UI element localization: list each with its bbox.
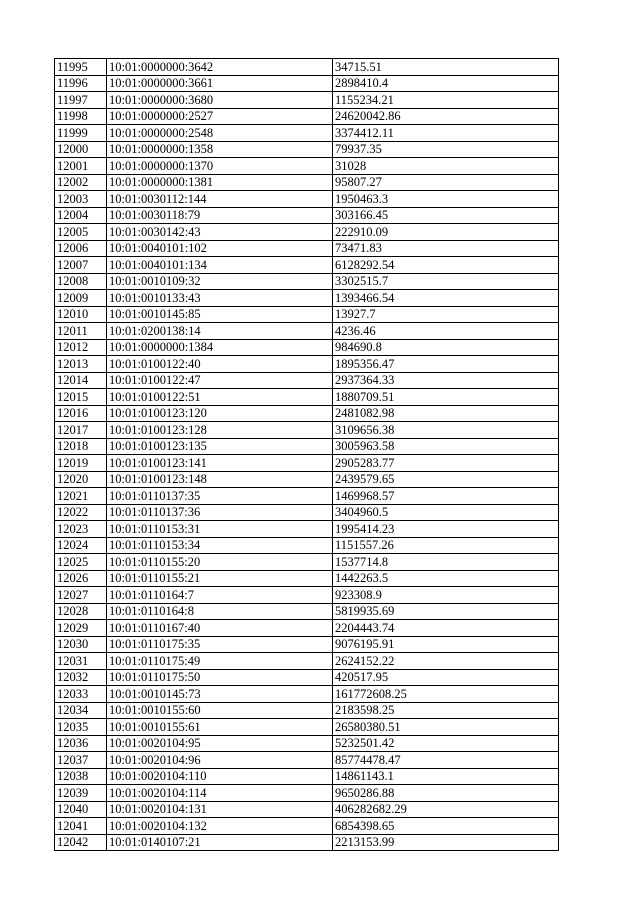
value-cell: 79937.35 [333, 141, 559, 158]
row-number-cell: 12023 [55, 521, 107, 538]
row-number-cell: 12031 [55, 653, 107, 670]
row-number-cell: 12029 [55, 620, 107, 637]
cadastral-number-cell: 10:01:0000000:3642 [107, 59, 333, 76]
value-cell: 1469968.57 [333, 488, 559, 505]
row-number-cell: 12032 [55, 669, 107, 686]
value-cell: 420517.95 [333, 669, 559, 686]
cadastral-number-cell: 10:01:0110175:50 [107, 669, 333, 686]
table-row [55, 818, 559, 835]
table-row [55, 669, 559, 686]
table-row [55, 438, 559, 455]
table-row [55, 587, 559, 604]
table-row [55, 785, 559, 802]
value-cell: 6128292.54 [333, 257, 559, 274]
value-cell: 1393466.54 [333, 290, 559, 307]
row-number-cell: 12036 [55, 735, 107, 752]
row-number-cell: 11997 [55, 92, 107, 109]
cadastral-number-cell: 10:01:0010145:73 [107, 686, 333, 703]
value-cell: 9650286.88 [333, 785, 559, 802]
row-number-cell: 12000 [55, 141, 107, 158]
value-cell: 9076195.91 [333, 636, 559, 653]
table-row [55, 735, 559, 752]
table-row [55, 306, 559, 323]
row-number-cell: 12033 [55, 686, 107, 703]
cadastral-number-cell: 10:01:0020104:95 [107, 735, 333, 752]
value-cell: 3404960.5 [333, 504, 559, 521]
cadastral-number-cell: 10:01:0000000:1370 [107, 158, 333, 175]
cadastral-number-cell: 10:01:0140107:21 [107, 834, 333, 851]
row-number-cell: 12014 [55, 372, 107, 389]
table-row [55, 422, 559, 439]
cadastral-number-cell: 10:01:0000000:3680 [107, 92, 333, 109]
cadastral-number-cell: 10:01:0100123:135 [107, 438, 333, 455]
cadastral-number-cell: 10:01:0030112:144 [107, 191, 333, 208]
value-cell: 26580380.51 [333, 719, 559, 736]
cadastral-number-cell: 10:01:0100123:148 [107, 471, 333, 488]
row-number-cell: 12019 [55, 455, 107, 472]
value-cell: 34715.51 [333, 59, 559, 76]
value-cell: 31028 [333, 158, 559, 175]
value-cell: 6854398.65 [333, 818, 559, 835]
row-number-cell: 12010 [55, 306, 107, 323]
table-row [55, 323, 559, 340]
row-number-cell: 12027 [55, 587, 107, 604]
row-number-cell: 12003 [55, 191, 107, 208]
table-row [55, 620, 559, 637]
cadastral-number-cell: 10:01:0030142:43 [107, 224, 333, 241]
cadastral-number-cell: 10:01:0100123:128 [107, 422, 333, 439]
cadastral-number-cell: 10:01:0110155:20 [107, 554, 333, 571]
cadastral-number-cell: 10:01:0000000:3661 [107, 75, 333, 92]
cadastral-value-table [54, 58, 559, 851]
value-cell: 1151557.26 [333, 537, 559, 554]
cadastral-number-cell: 10:01:0020104:132 [107, 818, 333, 835]
cadastral-number-cell: 10:01:0110164:8 [107, 603, 333, 620]
cadastral-number-cell: 10:01:0000000:1381 [107, 174, 333, 191]
cadastral-number-cell: 10:01:0020104:114 [107, 785, 333, 802]
value-cell: 3109656.38 [333, 422, 559, 439]
value-cell: 1880709.51 [333, 389, 559, 406]
row-number-cell: 11995 [55, 59, 107, 76]
table-row [55, 224, 559, 241]
table-row [55, 471, 559, 488]
value-cell: 3005963.58 [333, 438, 559, 455]
row-number-cell: 12013 [55, 356, 107, 373]
cadastral-number-cell: 10:01:0010109:32 [107, 273, 333, 290]
row-number-cell: 12012 [55, 339, 107, 356]
cadastral-number-cell: 10:01:0020104:96 [107, 752, 333, 769]
cadastral-number-cell: 10:01:0110167:40 [107, 620, 333, 637]
table-row [55, 191, 559, 208]
table-row [55, 158, 559, 175]
table-row [55, 372, 559, 389]
table-row [55, 273, 559, 290]
cadastral-number-cell: 10:01:0100123:120 [107, 405, 333, 422]
row-number-cell: 12001 [55, 158, 107, 175]
cadastral-number-cell: 10:01:0200138:14 [107, 323, 333, 340]
table-row [55, 125, 559, 142]
value-cell: 923308.9 [333, 587, 559, 604]
table-row [55, 108, 559, 125]
value-cell: 161772608.25 [333, 686, 559, 703]
value-cell: 222910.09 [333, 224, 559, 241]
row-number-cell: 12038 [55, 768, 107, 785]
row-number-cell: 12002 [55, 174, 107, 191]
cadastral-number-cell: 10:01:0030118:79 [107, 207, 333, 224]
cadastral-number-cell: 10:01:0110153:31 [107, 521, 333, 538]
table-row [55, 207, 559, 224]
cadastral-number-cell: 10:01:0040101:134 [107, 257, 333, 274]
cadastral-number-cell: 10:01:0020104:110 [107, 768, 333, 785]
table-row [55, 455, 559, 472]
row-number-cell: 12005 [55, 224, 107, 241]
cadastral-number-cell: 10:01:0040101:102 [107, 240, 333, 257]
value-cell: 984690.8 [333, 339, 559, 356]
cadastral-number-cell: 10:01:0010155:61 [107, 719, 333, 736]
value-cell: 85774478.47 [333, 752, 559, 769]
value-cell: 1537714.8 [333, 554, 559, 571]
cadastral-number-cell: 10:01:0110175:49 [107, 653, 333, 670]
table-row [55, 570, 559, 587]
cadastral-number-cell: 10:01:0110164:7 [107, 587, 333, 604]
table-row [55, 554, 559, 571]
value-cell: 406282682.29 [333, 801, 559, 818]
table-body [55, 59, 559, 851]
row-number-cell: 11998 [55, 108, 107, 125]
cadastral-number-cell: 10:01:0110155:21 [107, 570, 333, 587]
row-number-cell: 12022 [55, 504, 107, 521]
table-row [55, 504, 559, 521]
row-number-cell: 12039 [55, 785, 107, 802]
row-number-cell: 12041 [55, 818, 107, 835]
row-number-cell: 12007 [55, 257, 107, 274]
row-number-cell: 12004 [55, 207, 107, 224]
value-cell: 4236.46 [333, 323, 559, 340]
cadastral-number-cell: 10:01:0010155:60 [107, 702, 333, 719]
table-row [55, 405, 559, 422]
value-cell: 2439579.65 [333, 471, 559, 488]
table-row [55, 290, 559, 307]
row-number-cell: 12025 [55, 554, 107, 571]
value-cell: 3302515.7 [333, 273, 559, 290]
table-row [55, 686, 559, 703]
table-row [55, 240, 559, 257]
cadastral-number-cell: 10:01:0010133:43 [107, 290, 333, 307]
table-row [55, 768, 559, 785]
value-cell: 2905283.77 [333, 455, 559, 472]
table-row [55, 834, 559, 851]
table-row [55, 752, 559, 769]
row-number-cell: 11999 [55, 125, 107, 142]
table-row [55, 356, 559, 373]
table-row [55, 537, 559, 554]
row-number-cell: 12006 [55, 240, 107, 257]
row-number-cell: 12015 [55, 389, 107, 406]
row-number-cell: 12020 [55, 471, 107, 488]
table-row [55, 75, 559, 92]
value-cell: 5232501.42 [333, 735, 559, 752]
cadastral-number-cell: 10:01:0110175:35 [107, 636, 333, 653]
table-row [55, 719, 559, 736]
value-cell: 1895356.47 [333, 356, 559, 373]
value-cell: 2898410.4 [333, 75, 559, 92]
table-row [55, 174, 559, 191]
table-row [55, 141, 559, 158]
cadastral-number-cell: 10:01:0110137:36 [107, 504, 333, 521]
cadastral-number-cell: 10:01:0000000:2548 [107, 125, 333, 142]
value-cell: 1950463.3 [333, 191, 559, 208]
row-number-cell: 12024 [55, 537, 107, 554]
value-cell: 13927.7 [333, 306, 559, 323]
row-number-cell: 12028 [55, 603, 107, 620]
table-row [55, 636, 559, 653]
value-cell: 303166.45 [333, 207, 559, 224]
value-cell: 3374412.11 [333, 125, 559, 142]
row-number-cell: 12042 [55, 834, 107, 851]
value-cell: 5819935.69 [333, 603, 559, 620]
row-number-cell: 12018 [55, 438, 107, 455]
cadastral-number-cell: 10:01:0110137:35 [107, 488, 333, 505]
value-cell: 2624152.22 [333, 653, 559, 670]
row-number-cell: 12011 [55, 323, 107, 340]
row-number-cell: 12030 [55, 636, 107, 653]
row-number-cell: 12016 [55, 405, 107, 422]
table-row [55, 92, 559, 109]
value-cell: 2213153.99 [333, 834, 559, 851]
value-cell: 2937364.33 [333, 372, 559, 389]
row-number-cell: 12026 [55, 570, 107, 587]
cadastral-number-cell: 10:01:0100122:51 [107, 389, 333, 406]
row-number-cell: 12017 [55, 422, 107, 439]
row-number-cell: 12037 [55, 752, 107, 769]
cadastral-number-cell: 10:01:0000000:1358 [107, 141, 333, 158]
table-row [55, 339, 559, 356]
row-number-cell: 12008 [55, 273, 107, 290]
value-cell: 2481082.98 [333, 405, 559, 422]
value-cell: 2183598.25 [333, 702, 559, 719]
table-row [55, 521, 559, 538]
table-row [55, 257, 559, 274]
value-cell: 24620042.86 [333, 108, 559, 125]
row-number-cell: 12034 [55, 702, 107, 719]
row-number-cell: 12040 [55, 801, 107, 818]
table-row [55, 59, 559, 76]
table-row [55, 603, 559, 620]
cadastral-number-cell: 10:01:0100122:47 [107, 372, 333, 389]
table-row [55, 801, 559, 818]
row-number-cell: 12009 [55, 290, 107, 307]
value-cell: 1442263.5 [333, 570, 559, 587]
cadastral-number-cell: 10:01:0010145:85 [107, 306, 333, 323]
value-cell: 1995414.23 [333, 521, 559, 538]
row-number-cell: 12035 [55, 719, 107, 736]
value-cell: 95807.27 [333, 174, 559, 191]
table-row [55, 389, 559, 406]
cadastral-number-cell: 10:01:0000000:1384 [107, 339, 333, 356]
table-row [55, 653, 559, 670]
value-cell: 1155234.21 [333, 92, 559, 109]
value-cell: 73471.83 [333, 240, 559, 257]
cadastral-number-cell: 10:01:0100122:40 [107, 356, 333, 373]
cadastral-number-cell: 10:01:0110153:34 [107, 537, 333, 554]
value-cell: 2204443.74 [333, 620, 559, 637]
cadastral-number-cell: 10:01:0020104:131 [107, 801, 333, 818]
value-cell: 14861143.1 [333, 768, 559, 785]
table-row [55, 488, 559, 505]
cadastral-number-cell: 10:01:0000000:2527 [107, 108, 333, 125]
row-number-cell: 11996 [55, 75, 107, 92]
cadastral-number-cell: 10:01:0100123:141 [107, 455, 333, 472]
table-row [55, 702, 559, 719]
row-number-cell: 12021 [55, 488, 107, 505]
